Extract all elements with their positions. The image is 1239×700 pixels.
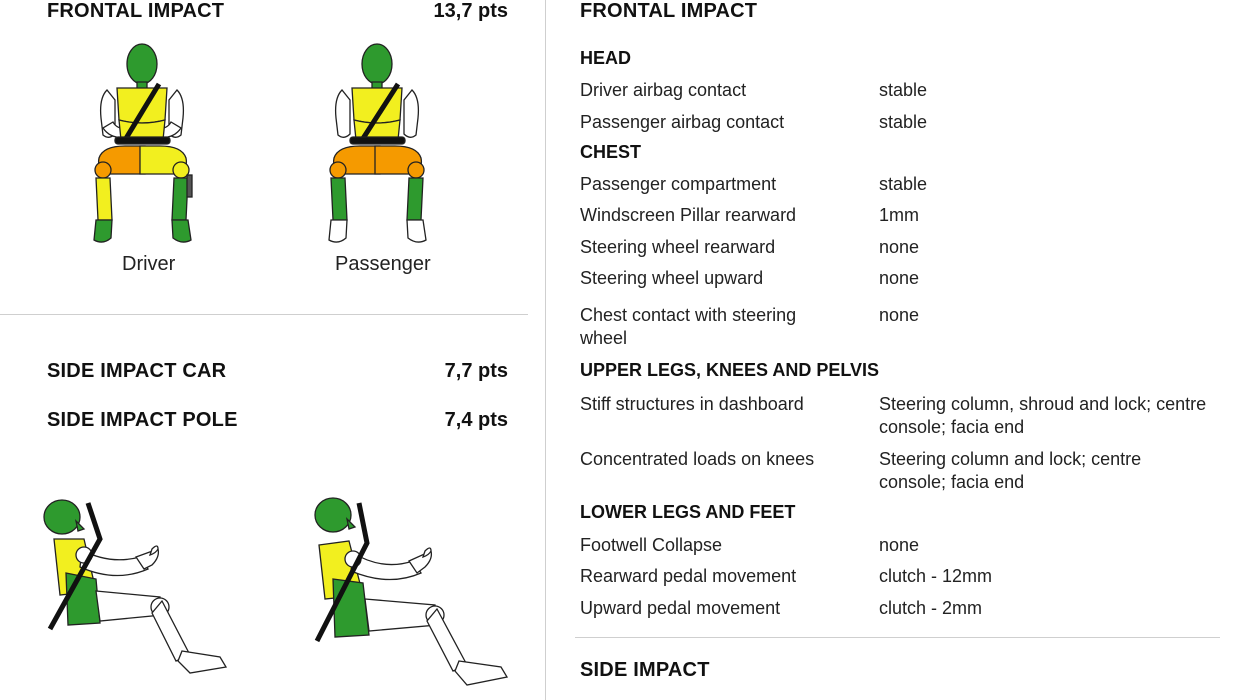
- row-label: Chest contact with steering wheel: [580, 305, 797, 348]
- side-impact-car-score: 7,7 pts: [444, 360, 508, 382]
- row-label: Steering wheel upward: [580, 268, 764, 288]
- side-impact-pole-dummy-figure: [305, 495, 525, 690]
- row-label: Rearward pedal movement: [580, 566, 797, 586]
- row-value: Steering column, shroud and lock; centre console; facia end: [879, 394, 1207, 437]
- row-value: none: [879, 268, 920, 288]
- section-heading-lower-legs: LOWER LEGS AND FEET: [580, 502, 796, 522]
- driver-label: Driver: [122, 253, 176, 275]
- row-label: Footwell Collapse: [580, 535, 723, 555]
- row-value: Steering column and lock; centre console; facia end: [879, 449, 1142, 492]
- frontal-impact-heading: FRONTAL IMPACT: [47, 0, 225, 22]
- row-value: none: [879, 237, 920, 257]
- side-impact-details-title: SIDE IMPACT: [580, 659, 710, 681]
- vertical-divider: [545, 0, 546, 700]
- section-heading-head: HEAD: [580, 48, 632, 68]
- passenger-label: Passenger: [335, 253, 431, 275]
- passenger-dummy-figure: [320, 40, 435, 250]
- row-label: Driver airbag contact: [580, 80, 747, 100]
- row-value: none: [879, 305, 920, 325]
- side-impact-car-heading: SIDE IMPACT CAR: [47, 360, 227, 382]
- row-value: stable: [879, 174, 928, 194]
- row-label: Steering wheel rearward: [580, 237, 776, 257]
- side-impact-pole-heading: SIDE IMPACT POLE: [47, 409, 238, 431]
- row-value: stable: [879, 80, 928, 100]
- row-value: clutch - 2mm: [879, 598, 983, 618]
- right-divider: [575, 637, 1220, 638]
- side-impact-pole-score: 7,4 pts: [444, 409, 508, 431]
- row-value: none: [879, 535, 920, 555]
- row-label: Passenger compartment: [580, 174, 777, 194]
- row-label: Concentrated loads on knees: [580, 449, 815, 469]
- side-impact-car-dummy-figure: [40, 495, 240, 680]
- section-heading-chest: CHEST: [580, 142, 642, 162]
- driver-dummy-figure: [85, 40, 200, 250]
- row-label: Passenger airbag contact: [580, 112, 785, 132]
- row-label: Stiff structures in dashboard: [580, 394, 804, 414]
- row-value: clutch - 12mm: [879, 566, 993, 586]
- row-label: Windscreen Pillar rearward: [580, 205, 797, 225]
- section-heading-upper-legs: UPPER LEGS, KNEES AND PELVIS: [580, 360, 880, 380]
- row-value: 1mm: [879, 205, 919, 225]
- row-label: Upward pedal movement: [580, 598, 781, 618]
- frontal-impact-details-title: FRONTAL IMPACT: [580, 0, 758, 22]
- left-divider: [0, 314, 528, 315]
- row-value: stable: [879, 112, 928, 132]
- frontal-impact-score: 13,7 pts: [433, 0, 508, 22]
